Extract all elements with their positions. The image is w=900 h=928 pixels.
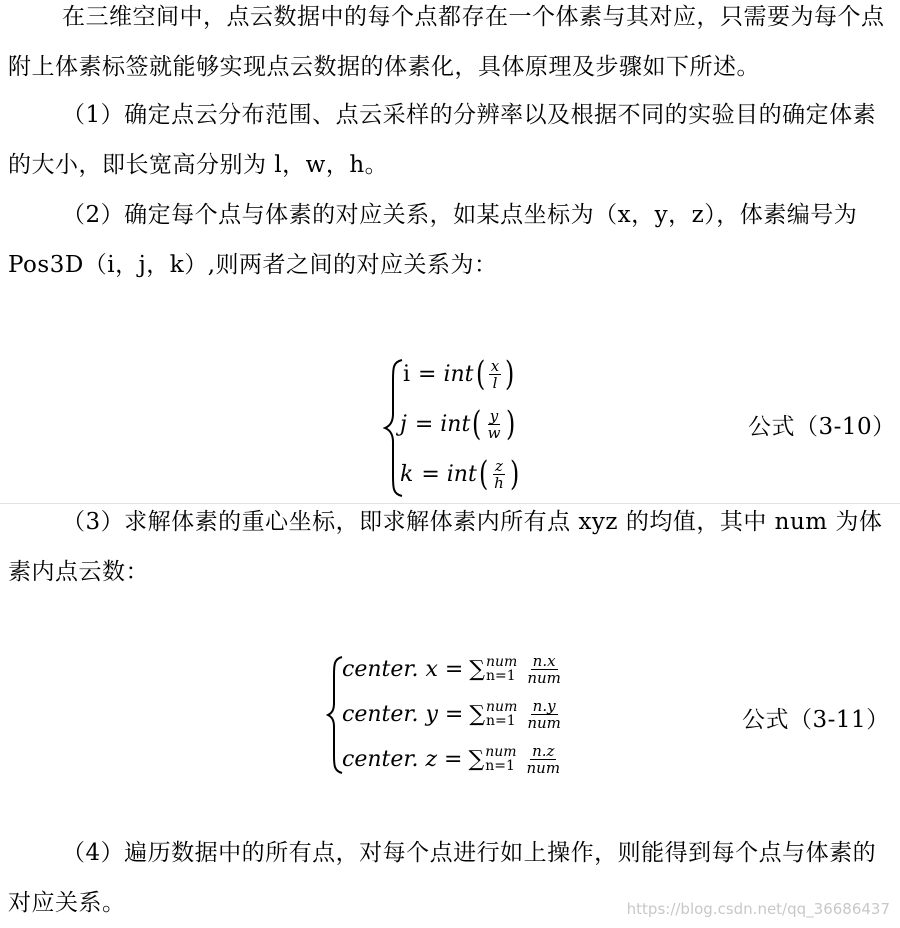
sum-limits: num n=1 xyxy=(486,699,518,729)
sum-symbol: ∑ xyxy=(469,701,486,727)
var-i: i xyxy=(403,361,411,387)
paragraph-step-1: （1）确定点云分布范围、点云采样的分辨率以及根据不同的实验目的确定体素的大小，即长宽高分别为 l，w，h。 xyxy=(8,102,877,178)
sum-symbol: ∑ xyxy=(469,656,486,682)
var-k: k xyxy=(400,461,414,487)
fraction: $\frac{z}{h}$ xyxy=(494,456,504,492)
paragraph-step-2: （2）确定每个点与体素的对应关系，如某点坐标为（x，y，z），体素编号为 Pos3D（i，j，k）,则两者之间的对应关系为： xyxy=(8,202,858,278)
formula-row-k: k = int ( $\frac{z}{h}$ ) xyxy=(400,454,520,494)
fraction: $\frac{x}{l}$ xyxy=(490,356,500,392)
formula-label-3-10: 公式（3-10） xyxy=(748,414,896,440)
formula-row-center-y xyxy=(342,690,565,738)
fraction: $\frac{n.x}{\text{num}}$ xyxy=(527,651,561,687)
center-x-lhs: center. x = xyxy=(342,656,464,682)
fraction: $\frac{n.z}{\text{num}}$ xyxy=(526,741,561,777)
int-func: = int xyxy=(418,361,474,387)
fraction: $\frac{y}{w}$ xyxy=(487,406,501,442)
formula-label-3-11: 公式（3-11） xyxy=(742,707,890,733)
formula-row-j: j = int ( $\frac{y}{w}$ ) xyxy=(400,404,516,444)
var-j: j xyxy=(400,411,407,437)
int-func: = int xyxy=(421,461,477,487)
formula-row-center-z xyxy=(342,735,564,783)
sum-limits: num n=1 xyxy=(485,744,517,774)
fraction: $\frac{n.y}{\text{num}}$ xyxy=(527,696,561,732)
sum-limits: num n=1 xyxy=(486,654,518,684)
center-z-lhs: center. z = xyxy=(342,746,463,772)
paragraph-step-3: （3）求解体素的重心坐标，即求解体素内所有点 xyz 的均值，其中 num 为体素内点云数： xyxy=(8,509,883,585)
formula-3-10 xyxy=(0,350,900,500)
paragraph-step-4: （4）遍历数据中的所有点，对每个点进行如上操作，则能得到每个点与体素的对应关系。 xyxy=(8,840,877,916)
center-y-lhs: center. y = xyxy=(342,701,464,727)
paragraph-intro: 在三维空间中，点云数据中的每个点都存在一个体素与其对应，只需要为每个点附上体素标签就能够实现点云数据的体素化，具体原理及步骤如下所述。 xyxy=(8,4,885,80)
int-func: = int xyxy=(414,411,471,437)
formula-3-11 xyxy=(0,645,900,785)
formula-row-i: i = int ( $\frac{x}{l}$ ) xyxy=(403,354,515,394)
watermark-url: https://blog.csdn.net/qq_36686437 xyxy=(626,900,890,918)
formula-row-center-x xyxy=(342,645,565,693)
sum-symbol: ∑ xyxy=(468,746,485,772)
